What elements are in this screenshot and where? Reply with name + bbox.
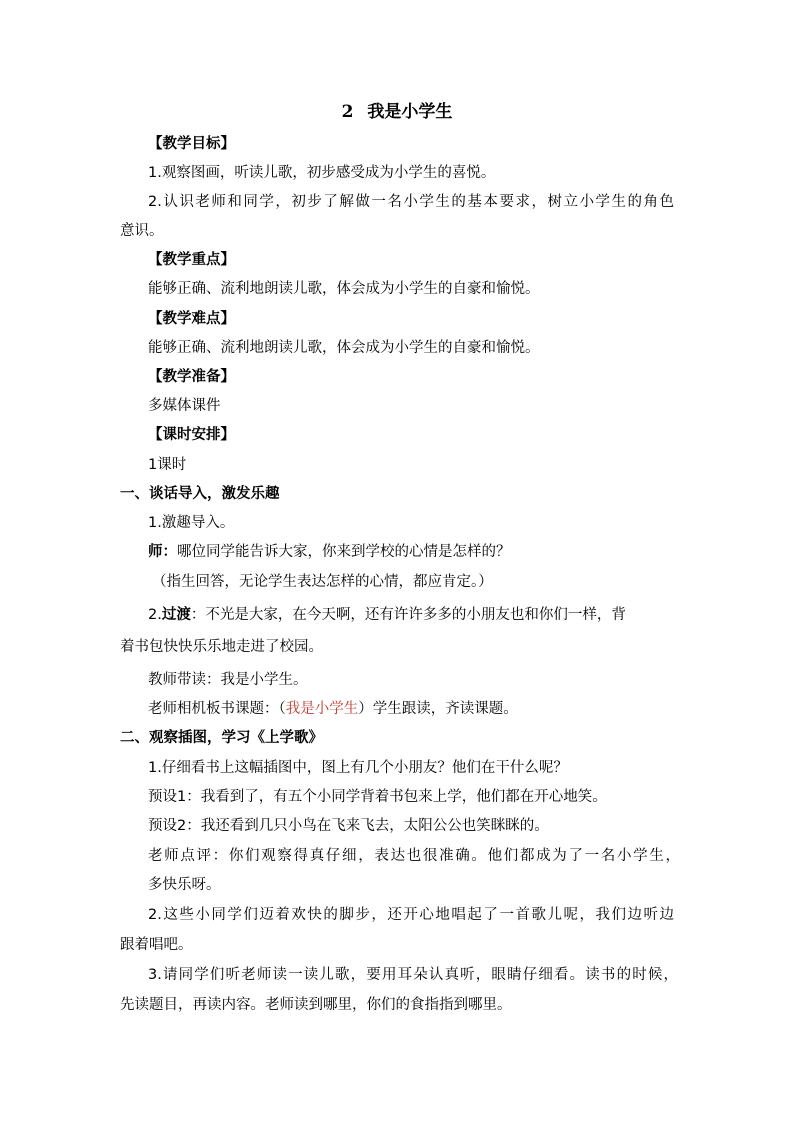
- part-heading-2: 二、观察插图，学习《上学歌》: [120, 730, 323, 746]
- part2-item-2-cont: 跟着唱吧。: [120, 937, 193, 953]
- part1-item-2: 2.过渡：不光是大家，在今天啊，还有许许多多的小朋友也和你们一样，背: [148, 607, 626, 623]
- part2-item-3: 3.请同学们听老师读一读儿歌，要用耳朵认真听，眼睛仔细看。读书的时候，: [148, 967, 678, 983]
- board-title-line: 老师相机板书课题：（我是小学生）学生跟读，齐读课题。: [148, 701, 518, 717]
- board-title-red: 我是小学生: [285, 701, 359, 717]
- difficulty-text: 能够正确、流利地朗读儿歌，体会成为小学生的自豪和愉悦。: [148, 340, 540, 356]
- part2-item-3-cont: 先读题目，再读内容。老师读到哪里，你们的食指指到哪里。: [120, 997, 512, 1013]
- section-heading-key: 【教学重点】: [148, 252, 235, 268]
- teacher-comment-cont: 多快乐呀。: [148, 877, 221, 893]
- preset-answer-1: 预设1：我看到了，有五个小同学背着书包来上学，他们都在开心地笑。: [148, 789, 607, 805]
- section-heading-prep: 【教学准备】: [148, 369, 235, 385]
- part2-item-1: 1.仔细看书上这幅插图中，图上有几个小朋友？他们在干什么呢？: [148, 760, 568, 776]
- page-title: [0, 100, 794, 124]
- section-heading-goals: 【教学目标】: [148, 136, 235, 152]
- transition-label: 过渡: [161, 607, 191, 623]
- section-heading-difficulty: 【教学难点】: [148, 311, 235, 327]
- lesson-number: 2: [341, 102, 354, 122]
- teacher-label: 师：: [148, 544, 177, 560]
- goal-item-1: 1.观察图画，听读儿歌，初步感受成为小学生的喜悦。: [148, 165, 496, 181]
- teacher-question: [148, 541, 511, 563]
- key-text: 能够正确、流利地朗读儿歌，体会成为小学生的自豪和愉悦。: [148, 281, 540, 297]
- schedule-text: 1课时: [148, 457, 187, 473]
- teacher-comment: 老师点评：你们观察得真仔细，表达也很准确。他们都成为了一名小学生，: [148, 848, 680, 864]
- part-heading-1: 一、谈话导入，激发乐趣: [120, 486, 280, 502]
- goal-item-2: 2.认识老师和同学，初步了解做一名小学生的基本要求，树立小学生的角色: [148, 194, 674, 210]
- part1-item-1: 1.激趣导入。: [148, 515, 235, 531]
- goal-item-2-cont: 意识。: [120, 223, 164, 239]
- prep-text: 多媒体课件: [148, 398, 221, 414]
- lesson-title: 我是小学生: [367, 102, 453, 122]
- teacher-lead-reading: 教师带读：我是小学生。: [148, 672, 308, 688]
- section-heading-schedule: 【课时安排】: [148, 427, 235, 443]
- part2-item-2: 2.这些小同学们迈着欢快的脚步，还开心地唱起了一首歌儿呢，我们边听边: [148, 907, 674, 923]
- teacher-note: （指生回答，无论学生表达怎样的心情，都应肯定。）: [152, 574, 493, 590]
- teacher-question-text: 哪位同学能告诉大家，你来到学校的心情是怎样的？: [177, 544, 511, 560]
- part1-item-2-cont: 着书包快快乐乐地走进了校园。: [120, 639, 323, 655]
- preset-answer-2: 预设2：我还看到几只小鸟在飞来飞去，太阳公公也笑眯眯的。: [148, 818, 549, 834]
